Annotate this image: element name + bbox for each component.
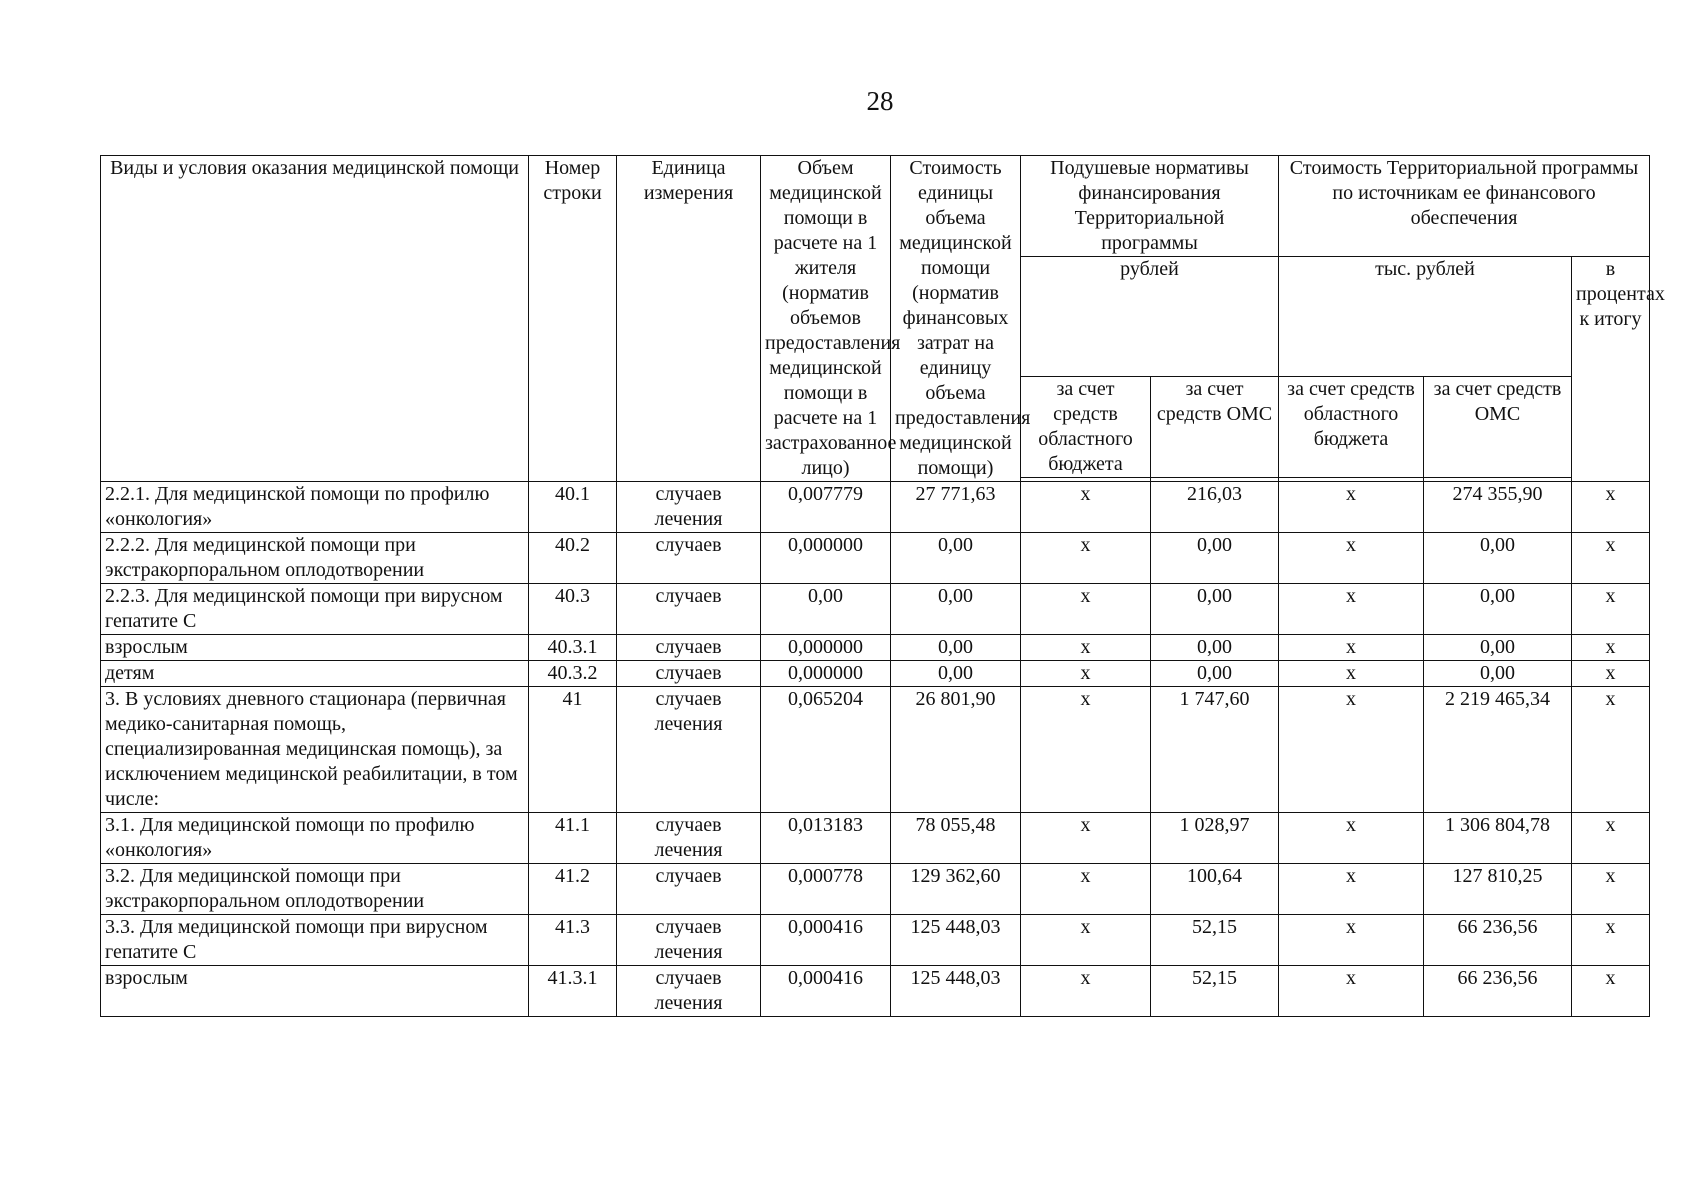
- cell-pc-regional: х: [1021, 687, 1151, 813]
- cell-percent: х: [1572, 482, 1650, 533]
- cell-line: 41.3.1: [529, 966, 617, 1017]
- cell-volume: 0,000000: [761, 533, 891, 584]
- table-row: [101, 635, 1650, 661]
- cell-line: 40.3.1: [529, 635, 617, 661]
- cell-cost: 125 448,03: [891, 966, 1021, 1017]
- cell-pc-regional: х: [1021, 966, 1151, 1017]
- cell-pc-regional: х: [1021, 864, 1151, 915]
- cell-cost: 129 362,60: [891, 864, 1021, 915]
- cell-cost: 26 801,90: [891, 687, 1021, 813]
- header-percent: в процентах к итогу: [1572, 257, 1650, 482]
- cell-tp-regional: х: [1279, 864, 1424, 915]
- cell-unit: случаев: [617, 533, 761, 584]
- cell-tp-regional: х: [1279, 966, 1424, 1017]
- table-body: [101, 482, 1650, 1017]
- cell-volume: 0,000000: [761, 635, 891, 661]
- page-number: 28: [866, 86, 894, 116]
- cell-cost: 78 055,48: [891, 813, 1021, 864]
- cell-tp-oms: 0,00: [1424, 635, 1572, 661]
- cell-tp-regional: х: [1279, 661, 1424, 687]
- cell-unit: случаев: [617, 864, 761, 915]
- cell-line: 40.2: [529, 533, 617, 584]
- cell-volume: 0,000416: [761, 915, 891, 966]
- cell-tp-oms: 66 236,56: [1424, 915, 1572, 966]
- cell-line: 40.3.2: [529, 661, 617, 687]
- table-row: [101, 661, 1650, 687]
- cell-cost: 0,00: [891, 584, 1021, 635]
- cell-type: 3.1. Для медицинской помощи по профилю «онкология»: [101, 813, 529, 864]
- cell-pc-oms: 1 747,60: [1151, 687, 1279, 813]
- cell-percent: х: [1572, 687, 1650, 813]
- cell-unit: случаев: [617, 661, 761, 687]
- header-tp-oms: за счет средств ОМС: [1424, 377, 1572, 478]
- header-program-cost-group: Стоимость Территориальной программы по источникам ее финансового обеспечения: [1279, 156, 1650, 257]
- cell-pc-oms: 0,00: [1151, 661, 1279, 687]
- cell-percent: х: [1572, 635, 1650, 661]
- cell-type: 3.3. Для медицинской помощи при вирусном гепатите С: [101, 915, 529, 966]
- header-pc-regional: за счет средств областного бюджета: [1021, 377, 1151, 478]
- cell-percent: х: [1572, 915, 1650, 966]
- cell-tp-oms: 1 306 804,78: [1424, 813, 1572, 864]
- cell-pc-regional: х: [1021, 661, 1151, 687]
- header-cost: Стоимость единицы объема медицинской помощи (норматив финансовых затрат на единицу объема предоставления медицинской помощи): [891, 156, 1021, 482]
- cell-percent: х: [1572, 966, 1650, 1017]
- cell-volume: 0,000000: [761, 661, 891, 687]
- cell-pc-regional: х: [1021, 584, 1151, 635]
- cell-unit: случаев: [617, 635, 761, 661]
- cell-pc-oms: 216,03: [1151, 482, 1279, 533]
- table-row: [101, 864, 1650, 915]
- header-tp-regional: за счет средств областного бюджета: [1279, 377, 1424, 478]
- cell-volume: 0,013183: [761, 813, 891, 864]
- cell-volume: 0,007779: [761, 482, 891, 533]
- cell-percent: х: [1572, 864, 1650, 915]
- financing-table: [100, 155, 1665, 1017]
- cell-type: 2.2.3. Для медицинской помощи при вирусном гепатите С: [101, 584, 529, 635]
- cell-type: взрослым: [101, 966, 529, 1017]
- cell-cost: 27 771,63: [891, 482, 1021, 533]
- cell-percent: х: [1572, 584, 1650, 635]
- cell-line: 41.1: [529, 813, 617, 864]
- cell-cost: 125 448,03: [891, 915, 1021, 966]
- cell-cost: 0,00: [891, 661, 1021, 687]
- table-row: [101, 584, 1650, 635]
- cell-unit: случаев лечения: [617, 482, 761, 533]
- table-row: [101, 482, 1650, 533]
- cell-percent: х: [1572, 661, 1650, 687]
- cell-type: 2.2.2. Для медицинской помощи при экстракорпоральном оплодотворении: [101, 533, 529, 584]
- header-pc-oms: за счет средств ОМС: [1151, 377, 1279, 478]
- cell-unit: случаев лечения: [617, 915, 761, 966]
- cell-pc-oms: 1 028,97: [1151, 813, 1279, 864]
- table-row: [101, 533, 1650, 584]
- table-row: [101, 687, 1650, 813]
- table-row: [101, 966, 1650, 1017]
- cell-tp-regional: х: [1279, 482, 1424, 533]
- cell-pc-oms: 52,15: [1151, 915, 1279, 966]
- cell-pc-regional: х: [1021, 635, 1151, 661]
- cell-line: 40.3: [529, 584, 617, 635]
- table-row: [101, 915, 1650, 966]
- cell-volume: 0,000416: [761, 966, 891, 1017]
- cell-tp-oms: 127 810,25: [1424, 864, 1572, 915]
- cell-pc-regional: х: [1021, 482, 1151, 533]
- header-type: Виды и условия оказания медицинской помощи: [101, 156, 529, 482]
- table-row: [101, 813, 1650, 864]
- header-unit-rub: рублей: [1021, 257, 1279, 377]
- header-unit-thousand-rub: тыс. рублей: [1279, 257, 1572, 377]
- cell-type: 2.2.1. Для медицинской помощи по профилю «онкология»: [101, 482, 529, 533]
- cell-pc-oms: 0,00: [1151, 635, 1279, 661]
- table-header: [101, 156, 1665, 482]
- header-volume: Объем медицинской помощи в расчете на 1 жителя (норматив объемов предоставления медицинской помощи в расчете на 1 застрахованное лицо): [761, 156, 891, 482]
- cell-tp-oms: 2 219 465,34: [1424, 687, 1572, 813]
- cell-tp-oms: 274 355,90: [1424, 482, 1572, 533]
- cell-line: 41: [529, 687, 617, 813]
- cell-cost: 0,00: [891, 533, 1021, 584]
- cell-type: 3. В условиях дневного стационара (первичная медико-санитарная помощь, специализированная медицинская помощь), за исключением медицинской реабилитации, в том числе:: [101, 687, 529, 813]
- cell-tp-regional: х: [1279, 687, 1424, 813]
- header-per-capita-group: Подушевые нормативы финансирования Территориальной программы: [1021, 156, 1279, 257]
- cell-volume: 0,065204: [761, 687, 891, 813]
- cell-cost: 0,00: [891, 635, 1021, 661]
- cell-unit: случаев лечения: [617, 813, 761, 864]
- cell-tp-oms: 0,00: [1424, 533, 1572, 584]
- cell-unit: случаев лечения: [617, 687, 761, 813]
- cell-tp-regional: х: [1279, 533, 1424, 584]
- cell-pc-oms: 0,00: [1151, 533, 1279, 584]
- cell-pc-oms: 52,15: [1151, 966, 1279, 1017]
- cell-tp-regional: х: [1279, 584, 1424, 635]
- cell-tp-regional: х: [1279, 635, 1424, 661]
- cell-volume: 0,000778: [761, 864, 891, 915]
- cell-type: детям: [101, 661, 529, 687]
- cell-tp-oms: 0,00: [1424, 661, 1572, 687]
- cell-tp-regional: х: [1279, 813, 1424, 864]
- cell-pc-oms: 100,64: [1151, 864, 1279, 915]
- cell-pc-regional: х: [1021, 915, 1151, 966]
- cell-tp-oms: 0,00: [1424, 584, 1572, 635]
- cell-line: 41.2: [529, 864, 617, 915]
- cell-type: взрослым: [101, 635, 529, 661]
- cell-type: 3.2. Для медицинской помощи при экстракорпоральном оплодотворении: [101, 864, 529, 915]
- cell-unit: случаев: [617, 584, 761, 635]
- cell-tp-oms: 66 236,56: [1424, 966, 1572, 1017]
- cell-volume: 0,00: [761, 584, 891, 635]
- cell-tp-regional: х: [1279, 915, 1424, 966]
- cell-pc-regional: х: [1021, 533, 1151, 584]
- cell-unit: случаев лечения: [617, 966, 761, 1017]
- cell-percent: х: [1572, 533, 1650, 584]
- header-line: Номер строки: [529, 156, 617, 482]
- cell-line: 40.1: [529, 482, 617, 533]
- cell-pc-regional: х: [1021, 813, 1151, 864]
- header-unit: Единица измерения: [617, 156, 761, 482]
- cell-line: 41.3: [529, 915, 617, 966]
- cell-pc-oms: 0,00: [1151, 584, 1279, 635]
- cell-percent: х: [1572, 813, 1650, 864]
